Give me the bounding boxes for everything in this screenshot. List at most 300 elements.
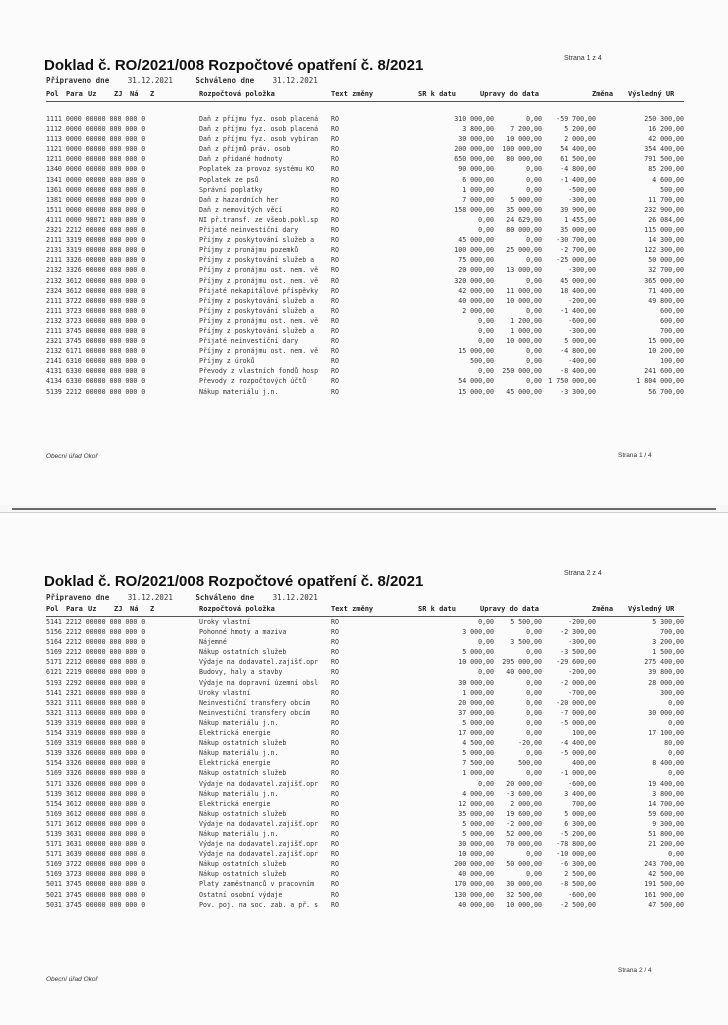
row-sr-value: 5 000,00 (462, 829, 494, 838)
row-sr-value: 7 500,00 (462, 759, 494, 768)
row-sr-value: 10 000,00 (458, 850, 494, 859)
row-adjustments-value: 3 500,00 (510, 638, 542, 647)
row-item-name: Nákup ostatních služeb (199, 648, 287, 657)
row-sr-value: 200 000,00 (454, 145, 494, 154)
row-account-code: 5141 2321 00000 000 000 0 (46, 688, 146, 697)
row-change-text: RO (331, 840, 339, 849)
row-adjustments-value: 0,00 (526, 236, 542, 245)
row-account-code: 6121 2219 00000 000 000 0 (46, 668, 146, 677)
row-change-text: RO (331, 618, 339, 626)
row-item-name: Převody z vlastních fondů hosp (199, 367, 319, 376)
row-adjustments-value: 0,00 (526, 628, 542, 637)
row-sr-value: 0,00 (478, 337, 494, 346)
row-result-value: 3 200,00 (652, 638, 684, 647)
row-account-code: 2132 3723 00000 000 000 0 (46, 316, 146, 325)
row-change-text: RO (331, 880, 339, 889)
table-header (46, 605, 684, 617)
col-vysledny: Výsledný UR (628, 90, 675, 98)
row-adjustments-value: 0,00 (526, 718, 542, 727)
col-sr: SR k datu (418, 90, 456, 98)
row-adjustments-value: 2 000,00 (510, 799, 542, 808)
row-result-value: 3 800,00 (652, 789, 684, 798)
document-title: Doklad č. RO/2021/008 Rozpočtové opatření č. 8/2021 (44, 57, 424, 74)
row-adjustments-value: 0,00 (526, 115, 542, 123)
row-item-name: Poplatek ze psů (199, 175, 259, 184)
col-vysledny: Výsledný UR (628, 605, 675, 613)
table-row (46, 196, 684, 206)
row-change-value: -59 700,00 (556, 115, 596, 123)
row-sr-value: 30 000,00 (458, 678, 494, 687)
row-adjustments-value: 0,00 (526, 347, 542, 356)
table-row (46, 226, 684, 236)
row-adjustments-value: 0,00 (526, 688, 542, 697)
col-name: Rozpočtová položka (199, 90, 275, 98)
col-na: Ná (130, 90, 139, 98)
row-sr-value: 20 000,00 (458, 266, 494, 275)
row-change-text: RO (331, 890, 339, 899)
row-account-code: 5154 3612 00000 000 000 0 (46, 799, 146, 808)
row-account-code: 5171 3612 00000 000 000 0 (46, 819, 146, 828)
table-row (46, 327, 684, 337)
table-row (46, 891, 684, 901)
row-change-text: RO (331, 850, 339, 859)
row-sr-value: 200 000,00 (454, 860, 494, 869)
row-account-code: 5169 3326 00000 000 000 0 (46, 769, 146, 778)
table-row (46, 850, 684, 860)
row-adjustments-value: 19 600,00 (506, 809, 542, 818)
row-adjustments-value: 10 000,00 (506, 135, 542, 144)
row-change-text: RO (331, 347, 339, 356)
document-meta (46, 593, 318, 602)
row-result-value: 71 400,00 (648, 286, 684, 295)
row-account-code: 1211 0000 00000 000 000 0 (46, 155, 146, 164)
col-zmena: Změna (592, 90, 614, 98)
table-row (46, 266, 684, 276)
footer-office: Obecní úřad Okoř (46, 453, 98, 460)
row-sr-value: 45 000,00 (458, 236, 494, 245)
row-change-value: 39 900,00 (560, 205, 596, 214)
row-sr-value: 100 000,00 (454, 246, 494, 255)
row-account-code: 5171 3639 00000 000 000 0 (46, 850, 146, 859)
row-sr-value: 170 000,00 (454, 880, 494, 889)
row-adjustments-value: 25 000,00 (506, 246, 542, 255)
row-item-name: Příjmy z pronájmu ost. nem. vě (199, 276, 319, 285)
row-item-name: Příjmy z poskytování služeb a (199, 256, 315, 265)
row-account-code: 1361 0000 00000 000 000 0 (46, 185, 146, 194)
prepared-date: 31.12.2021 (127, 76, 173, 85)
row-adjustments-value: 0,00 (526, 648, 542, 657)
row-change-text: RO (331, 306, 339, 315)
row-sr-value: 2 000,00 (462, 306, 494, 315)
row-change-value: -29 600,00 (556, 658, 596, 667)
row-change-text: RO (331, 769, 339, 778)
row-item-name: Nákup ostatních služeb (199, 809, 287, 818)
row-change-text: RO (331, 185, 339, 194)
row-change-text: RO (331, 708, 339, 717)
row-adjustments-value: 80 000,00 (506, 226, 542, 235)
document-page-1 (0, 0, 728, 505)
table-row (46, 337, 684, 347)
row-result-value: 4 600,00 (652, 175, 684, 184)
row-sr-value: 0,00 (478, 367, 494, 376)
row-adjustments-value: 70 000,00 (506, 840, 542, 849)
row-change-value: 5 000,00 (564, 809, 596, 818)
row-change-text: RO (331, 829, 339, 838)
row-result-value: 10 200,00 (648, 347, 684, 356)
approved-label: Schváleno dne (195, 593, 255, 602)
row-change-value: -78 800,00 (556, 840, 596, 849)
row-item-name: Příjmy z poskytování služeb a (199, 236, 315, 245)
row-adjustments-value: 0,00 (526, 306, 542, 315)
row-item-name: Elektrická energie (199, 759, 271, 768)
row-account-code: 4131 6330 00000 000 000 0 (46, 367, 146, 376)
row-account-code: 5164 2212 00000 000 000 0 (46, 638, 146, 647)
row-result-value: 80,00 (664, 739, 684, 748)
row-sr-value: 0,00 (478, 638, 494, 647)
row-result-value: 56 700,00 (648, 387, 684, 396)
row-item-name: Nákup ostatních služeb (199, 860, 287, 869)
row-sr-value: 37 000,00 (458, 708, 494, 717)
row-change-text: RO (331, 296, 339, 305)
table-row (46, 165, 684, 175)
row-adjustments-value: 0,00 (526, 357, 542, 366)
col-zj: ZJ (114, 90, 123, 98)
row-account-code: 1121 0000 00000 000 000 0 (46, 145, 146, 154)
row-change-value: 2 000,00 (564, 135, 596, 144)
row-sr-value: 1 000,00 (462, 688, 494, 697)
row-adjustments-value: 0,00 (526, 870, 542, 879)
row-item-name: Neinvestiční transfery obcím (199, 708, 311, 717)
row-sr-value: 320 000,00 (454, 276, 494, 285)
row-sr-value: 0,00 (478, 215, 494, 224)
row-result-value: 250 300,00 (644, 115, 684, 123)
row-change-text: RO (331, 729, 339, 738)
row-result-value: 14 300,00 (648, 236, 684, 245)
row-account-code: 5169 3319 00000 000 000 0 (46, 739, 146, 748)
row-item-name: Ostatní osobní výdaje (199, 890, 283, 899)
row-adjustments-value: 20 000,00 (506, 779, 542, 788)
row-change-text: RO (331, 165, 339, 174)
row-sr-value: 0,00 (478, 668, 494, 677)
row-change-text: RO (331, 316, 339, 325)
row-item-name: Nákup materiálu j.n. (199, 829, 279, 838)
row-sr-value: 40 000,00 (458, 870, 494, 879)
row-account-code: 1381 0000 00000 000 000 0 (46, 195, 146, 204)
row-item-name: Daň z příjmu fyz. osob vybíran (199, 135, 319, 144)
row-change-value: -4 800,00 (560, 347, 596, 356)
table-body (46, 115, 684, 398)
row-change-text: RO (331, 337, 339, 346)
row-adjustments-value: 0,00 (526, 698, 542, 707)
row-account-code: 1340 0000 00000 000 000 0 (46, 165, 146, 174)
table-row (46, 176, 684, 186)
row-result-value: 300,00 (660, 688, 684, 697)
row-item-name: Daň z hazardních her (199, 195, 279, 204)
row-adjustments-value: 80 000,00 (506, 155, 542, 164)
row-change-value: 100,00 (572, 729, 596, 738)
row-account-code: 2111 3723 00000 000 000 0 (46, 306, 146, 315)
row-adjustments-value: 30 000,00 (506, 880, 542, 889)
row-change-text: RO (331, 115, 339, 123)
row-change-text: RO (331, 226, 339, 235)
row-change-value: -200,00 (568, 668, 596, 677)
row-change-value: -1 400,00 (560, 175, 596, 184)
col-name: Rozpočtová položka (199, 605, 275, 613)
table-row (46, 790, 684, 800)
row-item-name: Daň z přidané hodnoty (199, 155, 283, 164)
row-sr-value: 0,00 (478, 779, 494, 788)
row-item-name: Příjmy z úroků (199, 357, 255, 366)
row-item-name: Poplatek za provoz systému KO (199, 165, 315, 174)
row-adjustments-value: 0,00 (526, 708, 542, 717)
row-item-name: Výdaje na dodavatel.zajišť.opr (199, 819, 319, 828)
row-result-value: 700,00 (660, 326, 684, 335)
row-account-code: 5031 3745 00000 000 000 0 (46, 900, 146, 909)
row-change-text: RO (331, 266, 339, 275)
row-item-name: Výdaje na dopravní územní obsl (199, 678, 319, 687)
row-item-name: Výdaje na dodavatel.zajišť.opr (199, 779, 319, 788)
row-change-text: RO (331, 628, 339, 637)
prepared-label: Připraveno dne (46, 76, 110, 85)
table-row (46, 377, 684, 387)
row-adjustments-value: 24 629,00 (506, 215, 542, 224)
row-sr-value: 5 000,00 (462, 749, 494, 758)
row-change-value: -4 800,00 (560, 165, 596, 174)
row-result-value: 115 000,00 (644, 226, 684, 235)
row-account-code: 2111 3722 00000 000 000 0 (46, 296, 146, 305)
row-change-text: RO (331, 195, 339, 204)
table-row (46, 287, 684, 297)
table-row (46, 648, 684, 658)
row-change-value: -700,00 (568, 688, 596, 697)
row-item-name: Nákup materiálu j.n. (199, 789, 279, 798)
row-result-value: 0,00 (668, 850, 684, 859)
row-result-value: 600,00 (660, 316, 684, 325)
table-row (46, 297, 684, 307)
row-result-value: 30 000,00 (648, 708, 684, 717)
row-result-value: 365 000,00 (644, 276, 684, 285)
row-result-value: 100,00 (660, 357, 684, 366)
row-adjustments-value: 500,00 (518, 759, 542, 768)
row-result-value: 600,00 (660, 306, 684, 315)
row-change-value: 54 400,00 (560, 145, 596, 154)
row-result-value: 59 600,00 (648, 809, 684, 818)
table-row (46, 800, 684, 810)
row-sr-value: 0,00 (478, 226, 494, 235)
row-change-text: RO (331, 145, 339, 154)
row-change-value: -2 500,00 (560, 900, 596, 909)
row-adjustments-value: 52 000,00 (506, 829, 542, 838)
row-change-value: -300,00 (568, 195, 596, 204)
row-change-value: 3 400,00 (564, 789, 596, 798)
row-change-value: 6 300,00 (564, 819, 596, 828)
row-change-value: 700,00 (572, 799, 596, 808)
row-item-name: Daň z nemovitých věcí (199, 205, 283, 214)
table-row (46, 769, 684, 779)
row-change-text: RO (331, 809, 339, 818)
table-row (46, 689, 684, 699)
row-sr-value: 130 000,00 (454, 890, 494, 899)
table-row (46, 347, 684, 357)
row-account-code: 1111 0000 00000 000 000 0 (46, 115, 146, 123)
approved-date: 31.12.2021 (272, 76, 318, 85)
table-row (46, 830, 684, 840)
row-account-code: 5169 3612 00000 000 000 0 (46, 809, 146, 818)
row-item-name: Přijaté neinvestiční dary (199, 226, 299, 235)
row-change-value: 18 400,00 (560, 286, 596, 295)
row-change-text: RO (331, 155, 339, 164)
row-sr-value: 30 000,00 (458, 135, 494, 144)
row-change-value: -1 000,00 (560, 769, 596, 778)
row-account-code: 2132 3612 00000 000 000 0 (46, 276, 146, 285)
row-adjustments-value: 50 000,00 (506, 860, 542, 869)
row-adjustments-value: 7 200,00 (510, 125, 542, 134)
row-change-text: RO (331, 326, 339, 335)
prepared-label: Připraveno dne (46, 593, 110, 602)
row-change-text: RO (331, 688, 339, 697)
row-sr-value: 6 000,00 (462, 175, 494, 184)
row-change-value: -4 400,00 (560, 739, 596, 748)
row-change-text: RO (331, 256, 339, 265)
row-change-text: RO (331, 749, 339, 758)
col-text: Text změny (331, 90, 374, 98)
row-item-name: Přijaté neinvestiční dary (199, 337, 299, 346)
row-change-value: 35 000,00 (560, 226, 596, 235)
row-account-code: 1341 0000 00000 000 000 0 (46, 175, 146, 184)
row-result-value: 5 300,00 (652, 618, 684, 626)
row-sr-value: 158 000,00 (454, 205, 494, 214)
row-change-text: RO (331, 236, 339, 245)
row-result-value: 50 000,00 (648, 256, 684, 265)
table-row (46, 277, 684, 287)
table-row (46, 388, 684, 398)
table-row (46, 668, 684, 678)
table-row (46, 699, 684, 709)
row-result-value: 1 500,00 (652, 648, 684, 657)
row-account-code: 4111 0000 98071 000 000 0 (46, 215, 146, 224)
row-adjustments-value: 32 500,00 (506, 890, 542, 899)
row-change-value: 2 500,00 (564, 870, 596, 879)
row-change-value: -30 700,00 (556, 236, 596, 245)
col-z: Z (150, 605, 155, 613)
row-account-code: 5154 3326 00000 000 000 0 (46, 759, 146, 768)
row-account-code: 4134 6330 00000 000 000 0 (46, 377, 146, 386)
row-change-text: RO (331, 387, 339, 396)
row-sr-value: 75 000,00 (458, 256, 494, 265)
table-row (46, 679, 684, 689)
row-change-value: -3 300,00 (560, 387, 596, 396)
table-row (46, 628, 684, 638)
row-sr-value: 1 000,00 (462, 769, 494, 778)
row-change-text: RO (331, 367, 339, 376)
row-change-text: RO (331, 658, 339, 667)
row-result-value: 47 500,00 (648, 900, 684, 909)
row-result-value: 32 700,00 (648, 266, 684, 275)
row-change-text: RO (331, 759, 339, 768)
table-row (46, 780, 684, 790)
row-change-value: -300,00 (568, 266, 596, 275)
row-item-name: Příjmy z poskytování služeb a (199, 296, 315, 305)
row-change-text: RO (331, 718, 339, 727)
row-change-text: RO (331, 900, 339, 909)
row-item-name: Elektrická energie (199, 799, 271, 808)
row-change-text: RO (331, 819, 339, 828)
row-adjustments-value: 0,00 (526, 276, 542, 285)
row-item-name: Příjmy z pronájmu ost. nem. vě (199, 266, 319, 275)
footer-office: Obecní úřad Okoř (46, 976, 98, 983)
row-change-text: RO (331, 870, 339, 879)
row-item-name: Výdaje na dodavatel.zajišť.opr (199, 850, 319, 859)
page-separator (12, 508, 716, 510)
row-account-code: 5169 3723 00000 000 000 0 (46, 870, 146, 879)
row-adjustments-value: 0,00 (526, 850, 542, 859)
row-account-code: 5171 3631 00000 000 000 0 (46, 840, 146, 849)
row-result-value: 19 400,00 (648, 779, 684, 788)
row-change-value: -200,00 (568, 296, 596, 305)
row-change-value: -600,00 (568, 316, 596, 325)
row-sr-value: 20 000,00 (458, 698, 494, 707)
row-account-code: 5139 3326 00000 000 000 0 (46, 749, 146, 758)
row-item-name: Nákup ostatních služeb (199, 769, 287, 778)
row-adjustments-value: -3 600,00 (506, 789, 542, 798)
row-adjustments-value: 0,00 (526, 185, 542, 194)
row-item-name: Výdaje na dodavatel.zajišť.opr (199, 658, 319, 667)
row-result-value: 85 200,00 (648, 165, 684, 174)
table-row (46, 317, 684, 327)
row-item-name: Nákup materiálu j.n. (199, 749, 279, 758)
row-account-code: 5321 3111 00000 000 000 0 (46, 698, 146, 707)
row-account-code: 5193 2292 00000 000 000 0 (46, 678, 146, 687)
row-change-value: 5 000,00 (564, 337, 596, 346)
table-body (46, 618, 684, 911)
row-change-text: RO (331, 205, 339, 214)
row-account-code: 5139 3612 00000 000 000 0 (46, 789, 146, 798)
row-sr-value: 650 000,00 (454, 155, 494, 164)
table-row (46, 739, 684, 749)
row-account-code: 5139 2212 00000 000 000 0 (46, 387, 146, 396)
row-item-name: Převody z rozpočtových účtů (199, 377, 307, 386)
row-item-name: Příjmy z pronájmu ost. nem. vě (199, 316, 319, 325)
row-account-code: 1511 0000 00000 000 000 0 (46, 205, 146, 214)
row-sr-value: 10 000,00 (458, 658, 494, 667)
row-change-value: -8 500,00 (560, 880, 596, 889)
table-row (46, 820, 684, 830)
row-change-value: -300,00 (568, 326, 596, 335)
col-zmena: Změna (592, 605, 614, 613)
row-result-value: 275 400,00 (644, 658, 684, 667)
table-row (46, 135, 684, 145)
document-page-2 (0, 512, 728, 1025)
table-row (46, 115, 684, 125)
row-change-value: -600,00 (568, 779, 596, 788)
page-indicator-top: Strana 1 z 4 (564, 55, 602, 62)
row-adjustments-value: 0,00 (526, 729, 542, 738)
footer-page-indicator: Strana 2 / 4 (618, 967, 652, 974)
row-item-name: Daň z příjmu fyz. osob placená (199, 125, 319, 134)
row-sr-value: 42 000,00 (458, 286, 494, 295)
table-row (46, 870, 684, 880)
row-item-name: Příjmy z poskytování služeb a (199, 306, 315, 315)
table-row (46, 357, 684, 367)
col-opravy: Úpravy do data (480, 90, 540, 98)
row-result-value: 14 700,00 (648, 799, 684, 808)
row-account-code: 2111 3326 00000 000 000 0 (46, 256, 146, 265)
row-change-value: 400,00 (572, 759, 596, 768)
table-row (46, 618, 684, 628)
row-change-text: RO (331, 135, 339, 144)
row-change-value: -6 300,00 (560, 860, 596, 869)
row-item-name: Úroky vlastní (199, 688, 251, 697)
